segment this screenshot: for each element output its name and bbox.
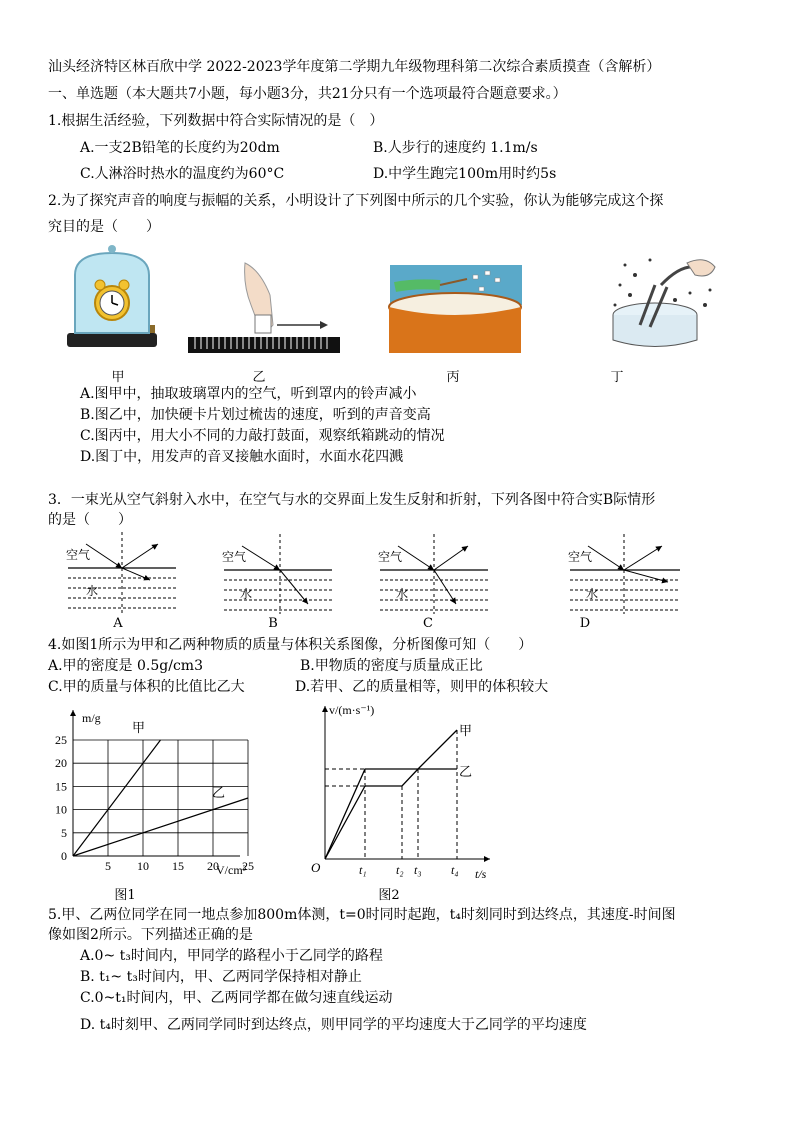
q1-option-a: A.一支2B铅笔的长度约为20dm (80, 140, 280, 156)
diagram-b (222, 534, 332, 614)
fig1-series-label-jia: 甲 (132, 720, 146, 735)
fig1-series-label-yi: 乙 (212, 785, 226, 800)
q4-option-d: D.若甲、乙的质量相等，则甲的体积较大 (295, 679, 549, 695)
image-label-bing: 丙 (446, 370, 460, 385)
diagram-d (568, 534, 680, 614)
fig2-y-label: v/(m·s⁻¹) (329, 703, 375, 717)
fig1-x-tick-label: 25 (242, 859, 254, 873)
fig2-x-label: t/s (475, 867, 487, 881)
q2-stem-line1: 2.为了探究声音的响度与振幅的关系，小明设计了下列图中所示的几个实验，你认为能够完成这个探 (48, 193, 664, 209)
q1-option-d: D.中学生跑完100m用时约5s (373, 166, 557, 182)
section-title: 一、单选题（本大题共7小题，每小题3分，共21分只有一个选项最符合题意要求。） (48, 86, 567, 102)
q1-stem: 1.根据生活经验，下列数据中符合实际情况的是（ ） (48, 113, 384, 129)
q1-option-b: B.人步行的速度约 1.1m/s (373, 140, 538, 156)
q2-option-d: D.图丁中，用发声的音叉接触水面时，水面水花四溅 (80, 449, 404, 465)
fig1-x-tick-label: 10 (137, 859, 149, 873)
paper-header: 汕头经济特区林百欣中学 2022-2023学年度第二学期九年级物理科第二次综合素质摸查（含解析） (48, 59, 661, 75)
fig1-y-tick-label: 15 (55, 779, 67, 794)
fig1-x-label: V/cm³ (216, 863, 247, 877)
diagram-b-water-label: 水 (240, 587, 253, 601)
tuning-fork-image (613, 259, 715, 347)
fig2-tick-t3: t₃ (414, 863, 422, 877)
figure-2-caption: 图2 (378, 888, 400, 903)
diagram-a (66, 532, 176, 614)
diagram-c-air-label: 空气 (378, 550, 403, 564)
q2-option-b: B.图乙中，加快硬卡片划过梳齿的速度，听到的声音变高 (80, 407, 431, 423)
diagram-b-air-label: 空气 (222, 550, 247, 564)
q5-option-c: C.0~t₁时间内，甲、乙两同学都在做匀速直线运动 (80, 990, 393, 1006)
fig1-y-tick-label: 0 (61, 849, 67, 863)
bell-jar-image (67, 245, 157, 347)
fig2-series-jia (325, 730, 457, 859)
q4-stem: 4.如图1所示为甲和乙两种物质的质量与体积关系图像，分析图像可知（ ） (48, 637, 533, 653)
fig1-x-tick-label: 5 (105, 859, 111, 873)
fig2-tick-t4: t₄ (451, 863, 459, 877)
fig1-y-tick-label: 5 (61, 825, 67, 840)
fig1-x-tick-label: 20 (207, 859, 219, 873)
q2-illustrations (55, 245, 775, 360)
q5-option-d: D. t₄时刻甲、乙两同学同时到达终点，则甲同学的平均速度大于乙同学的平均速度 (80, 1017, 587, 1033)
fig1-y-tick-label: 25 (55, 733, 67, 747)
q5-stem-line1: 5.甲、乙两位同学在同一地点参加800m体测，t=0时同时起跑，t₄时刻同时到达终点，其速度-时间图 (48, 907, 676, 923)
diagram-a-water-label: 水 (86, 584, 99, 598)
comb-image (188, 263, 340, 353)
fig2-tick-t2: t₂ (396, 863, 404, 877)
q1-option-c: C.人淋浴时热水的温度约为60°C (80, 166, 285, 182)
diagram-d-air-label: 空气 (568, 550, 593, 564)
q2-option-a: A.图甲中，抽取玻璃罩内的空气，听到罩内的铃声减小 (80, 386, 417, 402)
diagram-d-water-label: 水 (586, 587, 599, 601)
q2-stem-line2: 究目的是（ ） (48, 219, 160, 235)
fig1-x-tick-label: 15 (172, 859, 184, 873)
fig1-y-tick-label: 10 (55, 802, 67, 817)
q5-stem-line2: 像如图2所示。下列描述正确的是 (48, 927, 253, 943)
fig1-series-line-jia (73, 740, 161, 856)
q2-option-c: C.图丙中，用大小不同的力敲打鼓面，观察纸箱跳动的情况 (80, 428, 445, 444)
fig2-series-yi (325, 769, 457, 859)
diagram-label-a: A (113, 616, 123, 631)
fig2-origin-label: O (311, 860, 321, 875)
fig1-y-tick-label: 20 (55, 756, 67, 771)
diagram-label-b: B (268, 616, 278, 631)
fig2-series-label-yi: 乙 (459, 764, 473, 779)
drum-image (389, 265, 522, 353)
figure-1-mass-volume-chart (40, 700, 270, 885)
fig1-series-line-yi (73, 798, 248, 856)
q3-diagrams (58, 530, 698, 620)
fig2-series-label-jia: 甲 (459, 723, 473, 738)
q3-stem-line1: 3．一束光从空气斜射入水中，在空气与水的交界面上发生反射和折射，下列各图中符合实B际情形 (48, 492, 656, 508)
q5-option-b: B. t₁~ t₃时间内，甲、乙两同学保持相对静止 (80, 969, 362, 985)
q4-option-b: B.甲物质的密度与质量成正比 (300, 658, 483, 674)
figure-1-caption: 图1 (114, 888, 136, 903)
fig1-y-label: m/g (82, 711, 101, 725)
diagram-c (378, 534, 488, 614)
image-label-ding: 丁 (610, 370, 624, 385)
figure-2-velocity-time-chart (305, 700, 505, 885)
fig2-tick-t1: t₁ (359, 863, 367, 877)
q3-stem-line2: 的是（ ） (48, 512, 132, 528)
image-label-yi: 乙 (252, 370, 266, 385)
diagram-c-water-label: 水 (396, 587, 409, 601)
image-label-jia: 甲 (111, 370, 125, 385)
diagram-label-d: D (579, 616, 591, 631)
q4-option-a: A.甲的密度是 0.5g/cm3 (48, 658, 203, 674)
diagram-a-air-label: 空气 (66, 548, 91, 562)
q5-option-a: A.0~ t₃时间内，甲同学的路程小于乙同学的路程 (80, 948, 383, 964)
q4-option-c: C.甲的质量与体积的比值比乙大 (48, 679, 245, 695)
diagram-label-c: C (423, 616, 433, 631)
